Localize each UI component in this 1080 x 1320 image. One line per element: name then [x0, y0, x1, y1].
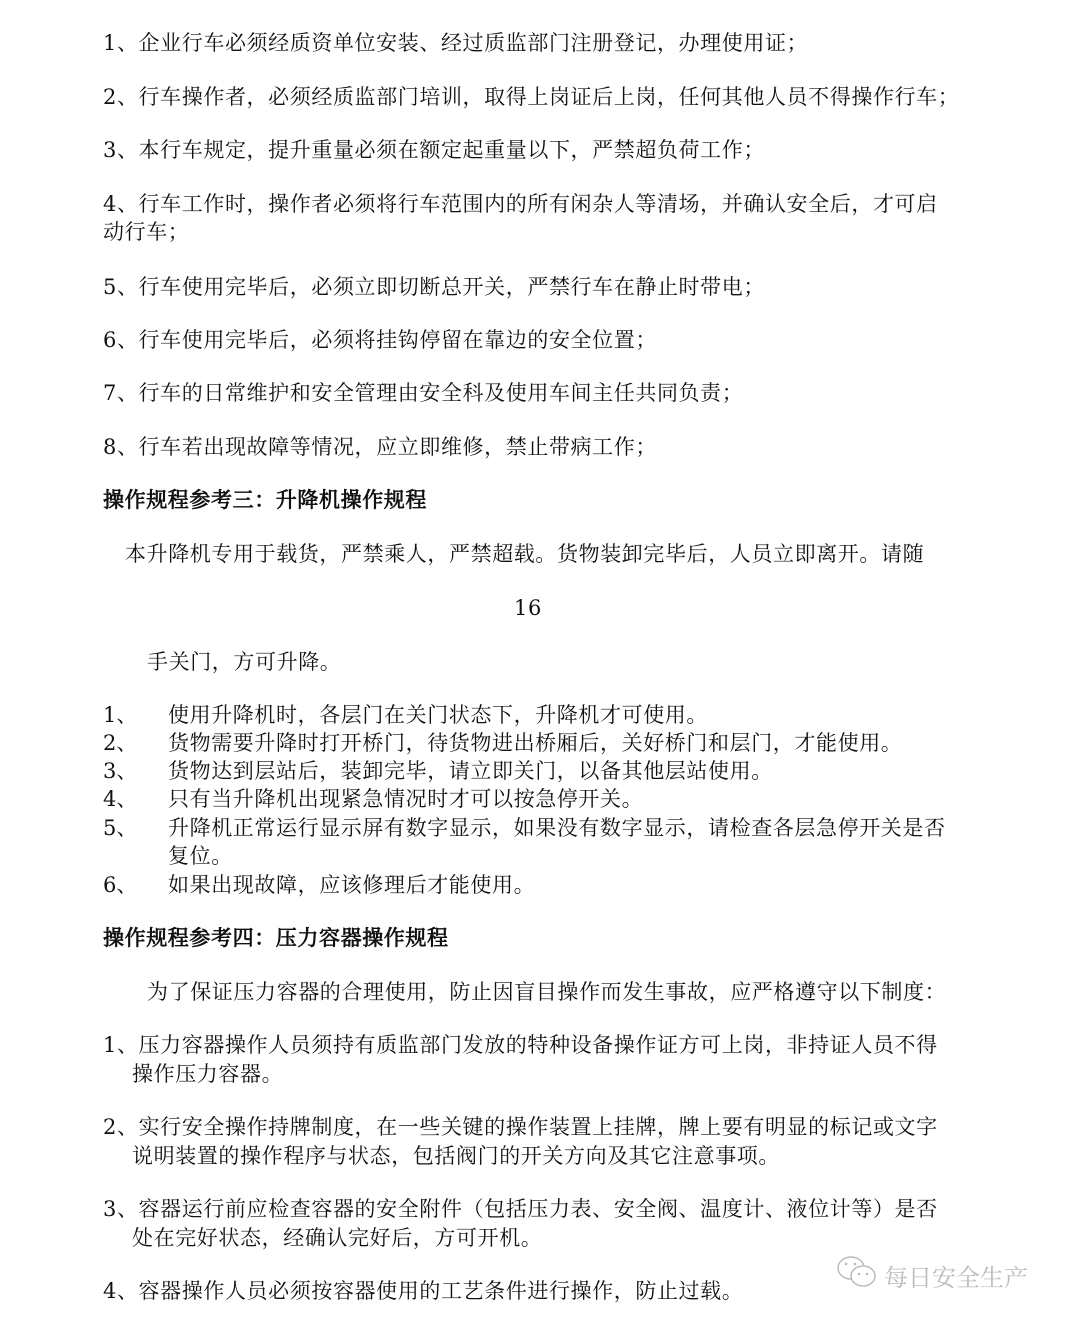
section-heading: 操作规程参考四：压力容器操作规程: [103, 925, 449, 950]
rule-item: 4、行车工作时，操作者必须将行车范围内的所有闲杂人等清场，并确认安全后，才可启: [103, 192, 938, 216]
list-item: 2、实行安全操作持牌制度，在一些关键的操作装置上挂牌，牌上要有明显的标记或文字: [103, 1115, 938, 1139]
rule-item: 7、行车的日常维护和安全管理由安全科及使用车间主任共同负责；: [103, 381, 744, 405]
list-item: 货物需要升降时打开桥门，待货物进出桥厢后，关好桥门和层门，才能使用。: [168, 731, 903, 755]
wechat-icon: [836, 1255, 878, 1295]
list-item: 1、压力容器操作人员须持有质监部门发放的特种设备操作证方可上岗，非持证人员不得: [103, 1033, 938, 1057]
item-number: 2、: [103, 731, 138, 755]
intro-paragraph-cont: 手关门，方可升降。: [147, 650, 342, 674]
item-number: 4、: [103, 787, 138, 811]
intro-paragraph: 为了保证压力容器的合理使用，防止因盲目操作而发生事故，应严格遵守以下制度：: [147, 980, 947, 1004]
list-item: 使用升降机时，各层门在关门状态下，升降机才可使用。: [168, 703, 708, 727]
item-number: 3、: [103, 759, 138, 783]
item-number: 1、: [103, 703, 138, 727]
section-heading: 操作规程参考三：升降机操作规程: [103, 487, 427, 512]
rule-item-cont: 动行车；: [103, 220, 190, 244]
list-item-cont: 处在完好状态，经确认完好后，方可开机。: [132, 1226, 543, 1250]
rule-item: 8、行车若出现故障等情况，应立即维修，禁止带病工作；: [103, 435, 657, 459]
rule-item: 3、本行车规定，提升重量必须在额定起重量以下，严禁超负荷工作；: [103, 138, 765, 162]
rule-item: 6、行车使用完毕后，必须将挂钩停留在靠边的安全位置；: [103, 328, 657, 352]
page-number: 16: [514, 596, 542, 620]
item-number: 6、: [103, 873, 138, 897]
item-number: 5、: [103, 816, 138, 840]
list-item: 3、容器运行前应检查容器的安全附件（包括压力表、安全阀、温度计、液位计等）是否: [103, 1197, 938, 1221]
rule-item: 2、行车操作者，必须经质监部门培训，取得上岗证后上岗，任何其他人员不得操作行车；: [103, 85, 960, 109]
list-item-cont: 说明装置的操作程序与状态，包括阀门的开关方向及其它注意事项。: [132, 1144, 780, 1168]
list-item: 4、容器操作人员必须按容器使用的工艺条件进行操作，防止过载。: [103, 1279, 744, 1303]
list-item: 只有当升降机出现紧急情况时才可以按急停开关。: [168, 787, 644, 811]
watermark: [836, 1255, 1028, 1295]
intro-paragraph: 本升降机专用于载货，严禁乘人，严禁超载。货物装卸完毕后，人员立即离开。请随: [125, 542, 925, 566]
rule-item: 1、企业行车必须经质资单位安装、经过质监部门注册登记，办理使用证；: [103, 31, 809, 55]
list-item: 货物达到层站后，装卸完毕，请立即关门，以备其他层站使用。: [168, 759, 773, 783]
watermark-text: 每日安全生产: [884, 1263, 1028, 1292]
list-item: 如果出现故障，应该修理后才能使用。: [168, 873, 536, 897]
list-item: 升降机正常运行显示屏有数字显示，如果没有数字显示，请检查各层急停开关是否: [168, 816, 946, 840]
list-item-cont: 操作压力容器。: [132, 1062, 284, 1086]
list-item-cont: 复位。: [168, 844, 233, 868]
rule-item: 5、行车使用完毕后，必须立即切断总开关，严禁行车在静止时带电；: [103, 275, 765, 299]
